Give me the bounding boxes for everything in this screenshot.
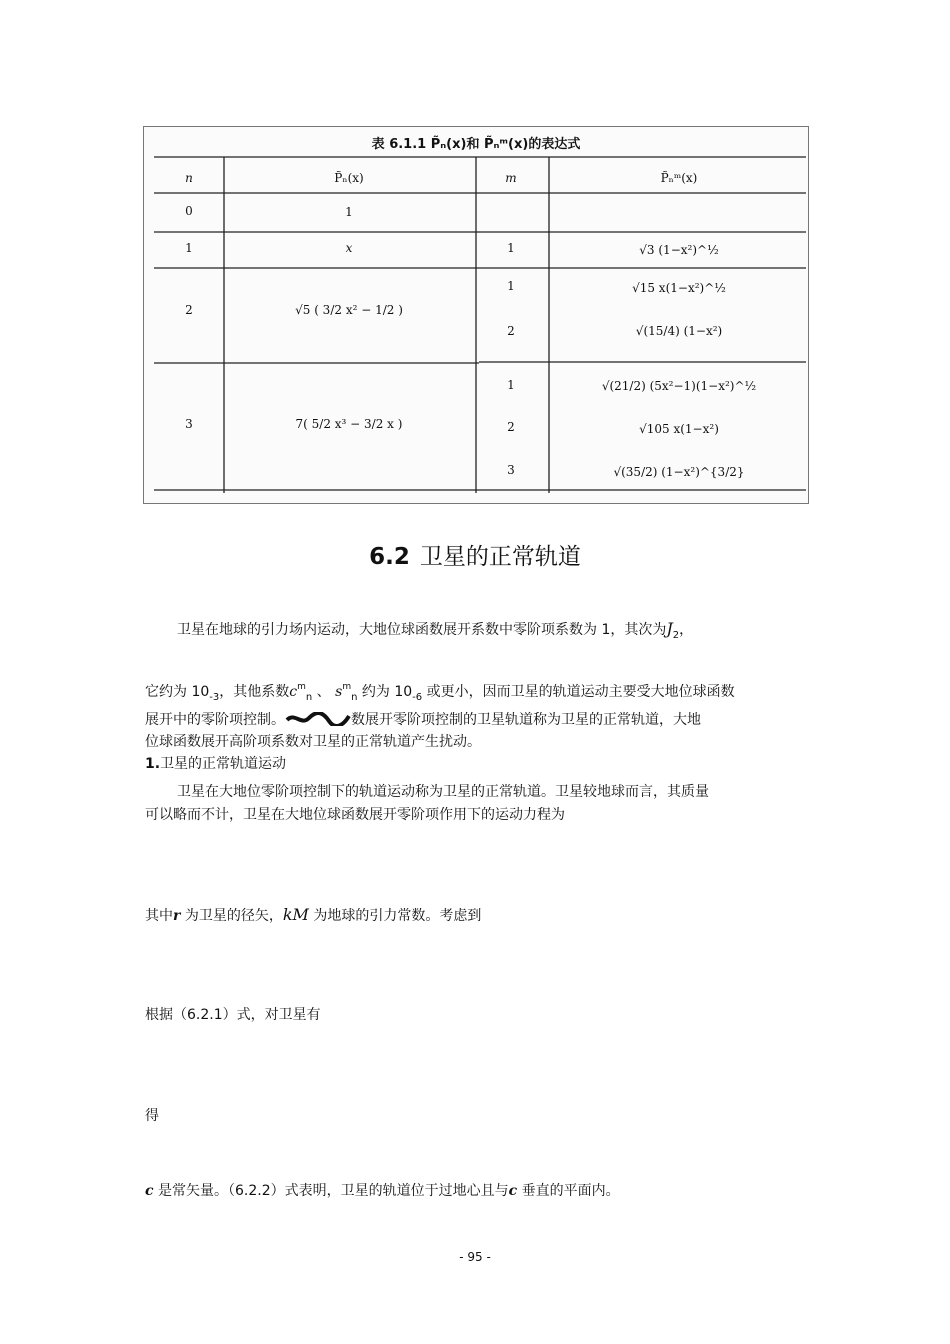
pnm-cell: √105 x(1−x²) [639, 422, 719, 436]
header-pnm: P̃ₙᵐ(x) [660, 171, 698, 185]
n-cell: 0 [185, 204, 193, 218]
paragraph-2-line-1 [145, 676, 807, 709]
symbol-j: J [666, 619, 673, 638]
symbol-c: c [289, 684, 298, 700]
subscript: 2 [672, 630, 680, 641]
text-run: 它约为 10 [145, 684, 210, 700]
exponent: -6 [412, 692, 423, 703]
paragraph-5: 根据（6.2.1）式，对卫星有 [145, 1007, 321, 1023]
text-run: 卫星在地球的引力场内运动，大地位球函数展开系数中零阶项系数为 1，其次为 [177, 622, 667, 638]
subheading-text: 卫星的正常轨道运动 [160, 756, 287, 772]
text-run: ，其他系数 [219, 684, 290, 700]
subscript: n [351, 692, 358, 703]
table-scan-image [143, 126, 809, 504]
n-cell: 3 [185, 417, 193, 431]
superscript: m [297, 682, 306, 692]
subscript: n [305, 692, 313, 703]
superscript: m [342, 682, 352, 692]
pnm-cell: √15 x(1−x²)^½ [632, 281, 726, 295]
pnm-cell: √3 (1−x²)^½ [639, 243, 719, 257]
text-run: 约为 10 [357, 684, 413, 700]
symbol-km: kM [282, 905, 309, 924]
m-cell: 1 [507, 241, 515, 255]
header-m: m [505, 171, 517, 185]
m-cell: 3 [507, 463, 515, 477]
m-cell: 1 [507, 279, 515, 293]
symbol-r: r [173, 908, 181, 924]
table-caption: 表 6.1.1 P̃ₙ(x)和 P̃ₙᵐ(x)的表达式 [371, 137, 581, 152]
paragraph-2-line-3: 位球函数展开高阶项系数对卫星的正常轨道产生扰动。 [145, 734, 481, 750]
m-cell: 2 [507, 420, 515, 434]
symbol-c-vector: c [145, 1183, 154, 1199]
pnm-cell: √(21/2) (5x²−1)(1−x²)^½ [601, 379, 757, 393]
pn-cell: √5 ( 3/2 x² − 1/2 ) [295, 303, 403, 317]
m-cell: 2 [507, 324, 515, 338]
paragraph-2-line-2 [145, 709, 807, 731]
paragraph-6: 得 [145, 1108, 159, 1124]
text-run: 垂直的平面内。 [517, 1183, 620, 1199]
text-run: 展开中的零阶项控制。 [145, 712, 285, 728]
subheading-number: 1. [145, 756, 161, 772]
symbol-c-vector: c [508, 1183, 518, 1199]
pn-cell: x [345, 241, 353, 255]
section-title: 卫星的正常轨道 [419, 544, 581, 570]
paragraph-3-line-2: 可以略而不计，卫星在大地位球函数展开零阶项作用下的运动力程为 [145, 807, 565, 823]
text-run: 或更小，因而卫星的轨道运动主要受大地位球函数 [422, 684, 735, 700]
pnm-cell: √(15/4) (1−x²) [635, 324, 723, 338]
n-cell: 2 [185, 303, 193, 317]
header-n: n [185, 171, 193, 185]
page-number: - 95 - [459, 1250, 491, 1264]
paragraph-4 [145, 904, 807, 927]
ink-smudge [285, 712, 351, 726]
text-run: 、 [312, 684, 336, 700]
header-pn: P̃ₙ(x) [334, 171, 364, 185]
section-heading [0, 538, 950, 571]
text-run: 数展开零阶项控制的卫星轨道称为卫星的正常轨道，大地 [351, 712, 701, 728]
subheading-1 [145, 753, 807, 775]
paragraph-1 [145, 618, 807, 647]
section-number: 6.2 [369, 544, 410, 570]
exponent: -3 [209, 692, 220, 703]
m-cell: 1 [507, 378, 515, 392]
symbol-s: s [335, 684, 343, 700]
pn-cell: 1 [345, 205, 353, 219]
text-run: 为卫星的径矢， [180, 908, 283, 924]
text-run: 是常矢量。（6.2.2）式表明，卫星的轨道位于过地心且与 [153, 1183, 509, 1199]
text-run: 其中 [145, 908, 173, 924]
pnm-cell: √(35/2) (1−x²)^{3/2} [613, 465, 745, 479]
paragraph-3-line-1: 卫星在大地位零阶项控制下的轨道运动称为卫星的正常轨道。卫星较地球而言，其质量 [177, 784, 709, 800]
n-cell: 1 [185, 241, 193, 255]
paragraph-7 [145, 1180, 807, 1202]
pn-cell: 7( 5/2 x³ − 3/2 x ) [295, 417, 403, 431]
text-run: ， [679, 622, 694, 638]
text-run: 为地球的引力常数。考虑到 [308, 908, 482, 924]
